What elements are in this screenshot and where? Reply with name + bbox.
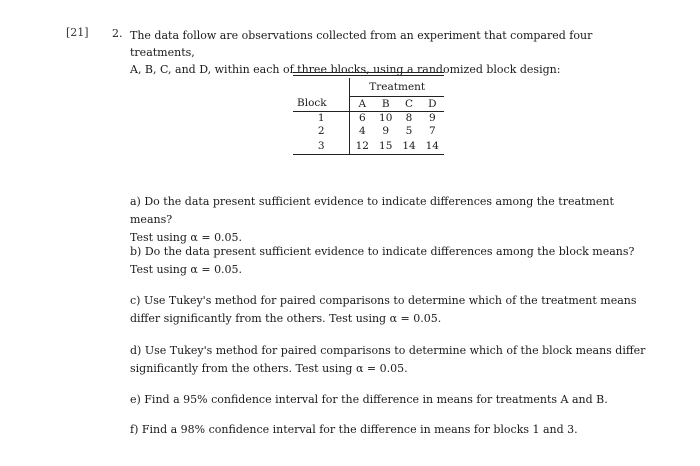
block-label: 1: [293, 112, 350, 126]
column-header-d: D: [421, 97, 444, 112]
table-cell: 15: [374, 138, 397, 155]
column-header-c: C: [397, 97, 420, 112]
question-c: [130, 292, 650, 328]
column-header-a: A: [350, 97, 374, 112]
question-d-line-2: significantly from the others. Test using α = 0.05.: [130, 362, 408, 375]
table-cell: 5: [405, 125, 413, 137]
question-c-line-1: c) Use Tukey's method for paired comparisons to determine which of the treatment means: [130, 294, 637, 307]
question-b-line-1: b) Do the data present sufficient evidence to indicate differences among the block means?: [130, 245, 635, 258]
question-f: [130, 421, 650, 439]
block-label: 3: [293, 138, 350, 155]
question-a-line-2: Test using α = 0.05.: [130, 231, 243, 244]
question-e: [130, 391, 650, 409]
question-a-line-1: a) Do the data present sufficient evidence to indicate differences among the treatment means?: [130, 195, 614, 226]
question-b: [130, 243, 650, 279]
question-e-line-1: e) Find a 95% confidence interval for the difference in means for treatments A and B.: [130, 393, 608, 406]
block-label: 2: [293, 125, 350, 138]
question-c-line-2: differ significantly from the others. Test using α = 0.05.: [130, 312, 442, 325]
question-d: [130, 342, 650, 378]
question-b-line-2: Test using α = 0.05.: [130, 263, 243, 276]
table-cell: 7: [428, 125, 436, 137]
table-top-rule-2: [293, 75, 444, 76]
intro-line-2: A, B, C, and D, within each of three blocks, using a randomized block design:: [130, 63, 561, 76]
table-cell: 8: [405, 112, 413, 124]
column-header-b: B: [374, 97, 397, 112]
treatment-group-header: Treatment: [350, 78, 444, 97]
table-row: [293, 125, 444, 138]
question-d-line-1: d) Use Tukey's method for paired comparisons to determine which of the block means differ: [130, 344, 646, 357]
problem-intro: [130, 27, 650, 78]
intro-line-1: The data follow are observations collected from an experiment that compared four treatments,: [130, 29, 593, 59]
question-a: [130, 193, 650, 247]
table-top-rule: [293, 72, 444, 73]
block-header: Block: [293, 97, 350, 112]
table-row: [293, 112, 444, 126]
table-cell: 14: [421, 138, 444, 155]
table-cell: 14: [397, 138, 420, 155]
table-cell: 12: [350, 138, 374, 155]
table-cell: 6: [358, 112, 366, 124]
problem-marker: [21]: [66, 26, 89, 39]
table-cell: 10: [379, 112, 393, 124]
question-f-line-1: f) Find a 98% confidence interval for the difference in means for blocks 1 and 3.: [130, 423, 578, 436]
table-cell: 4: [358, 125, 366, 137]
table-row: [293, 138, 444, 155]
data-table: [293, 78, 444, 155]
table-cell: 9: [382, 125, 390, 137]
problem-number: 2.: [112, 27, 123, 40]
table-cell: 9: [428, 112, 436, 124]
